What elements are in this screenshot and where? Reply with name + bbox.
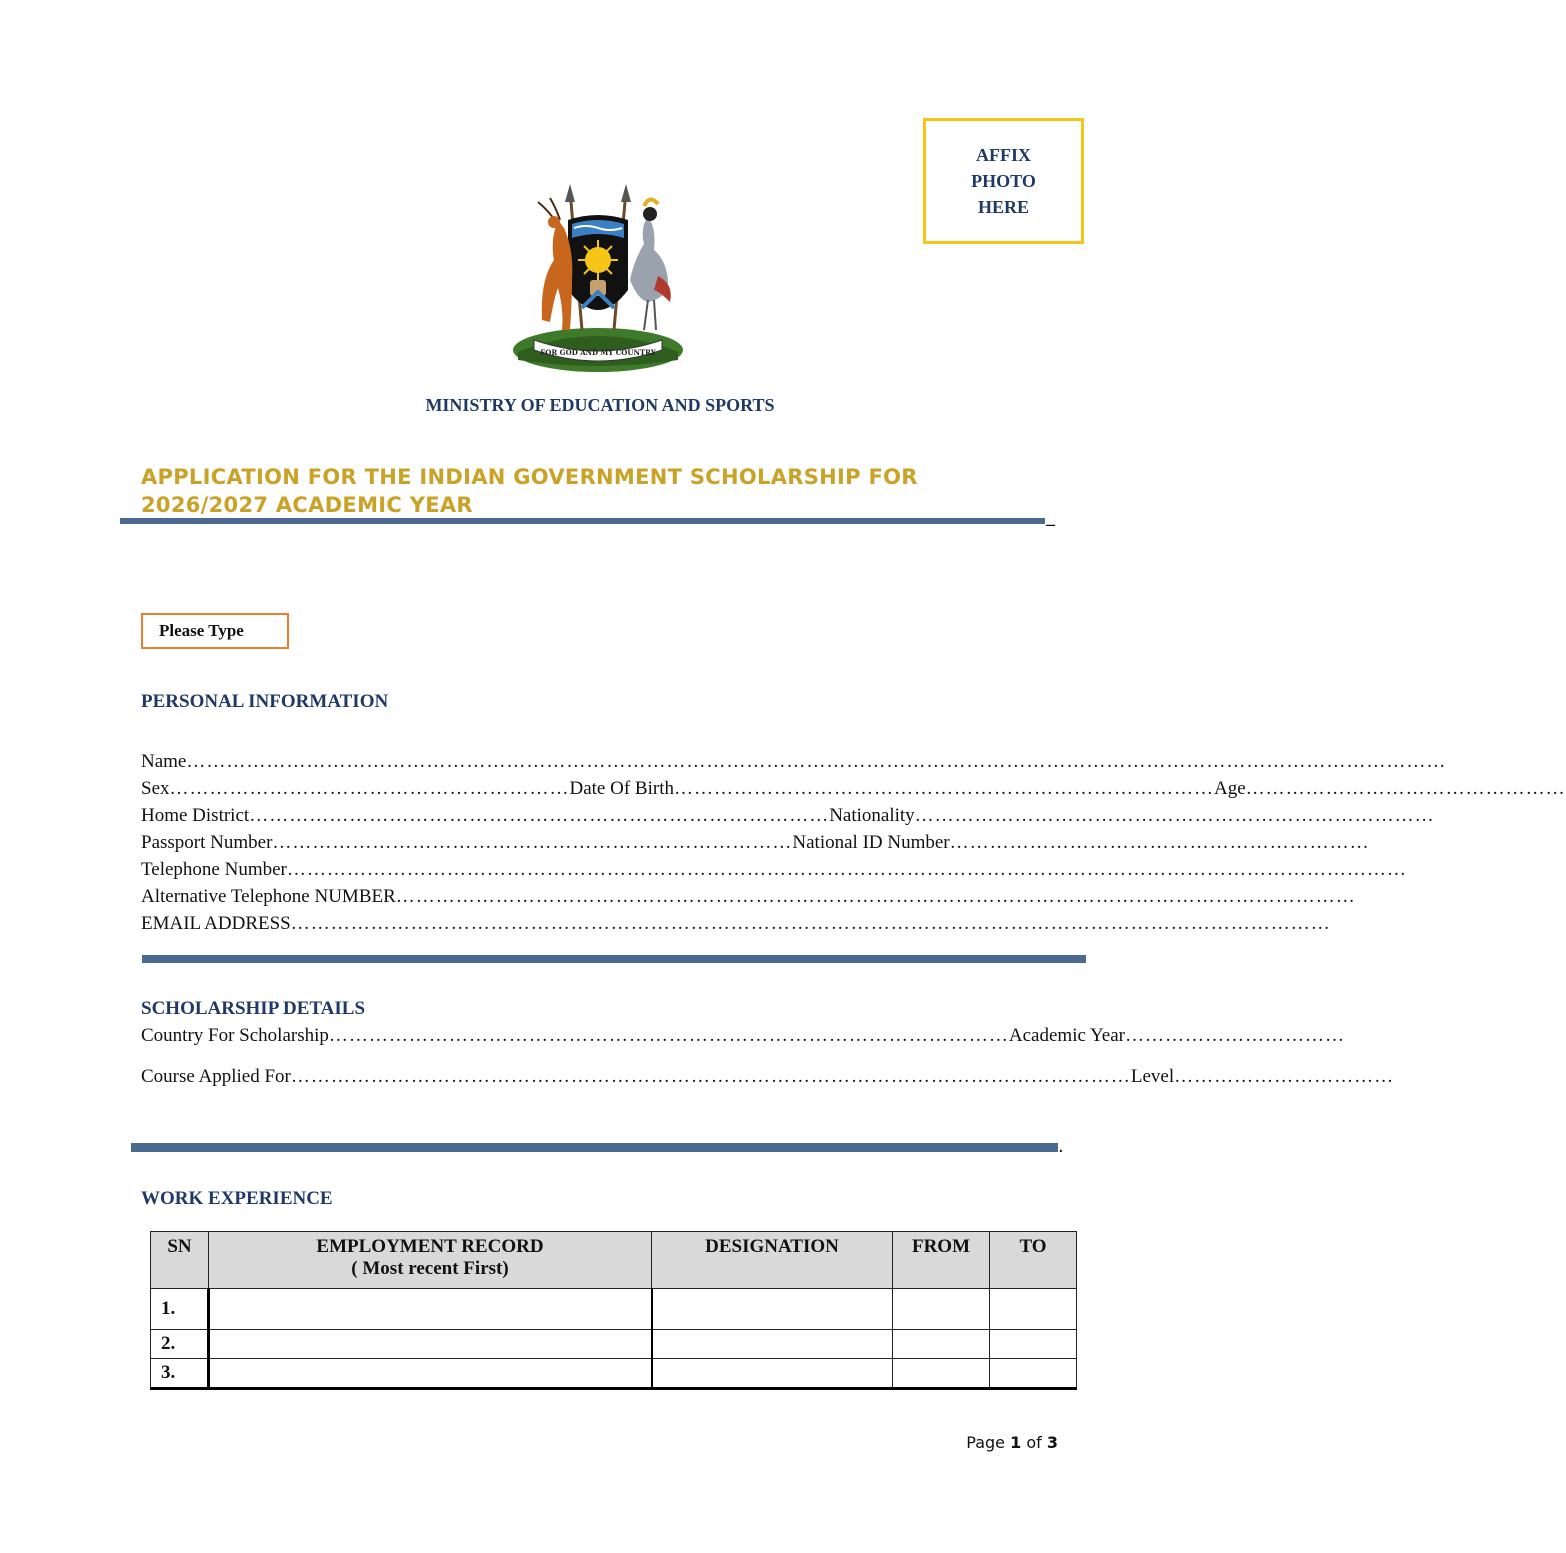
alt-telephone-row	[141, 886, 1356, 913]
col-employment-record	[209, 1232, 652, 1289]
affix-photo-box	[923, 118, 1084, 244]
district-nationality-row	[141, 805, 1435, 832]
designation-cell[interactable]	[652, 1330, 893, 1359]
page-of-word: of	[1026, 1433, 1042, 1452]
telephone-label: Telephone Number	[141, 859, 287, 880]
course-input-line[interactable]: ………………………………………………………………………………………………………………	[290, 1066, 1131, 1087]
title-line-1: APPLICATION FOR THE INDIAN GOVERNMENT SCHOLARSHIP FOR	[141, 465, 918, 489]
course-label: Course Applied For	[141, 1066, 291, 1087]
table-header-row	[151, 1232, 1077, 1289]
title-line-2: 2026/2027 ACADEMIC YEAR	[141, 493, 473, 517]
col-to: TO	[990, 1232, 1077, 1289]
title-divider	[120, 518, 1045, 524]
page-total: 3	[1046, 1433, 1058, 1452]
sex-input-line[interactable]: ……………………………………………………	[169, 778, 570, 799]
scholarship-section-divider	[131, 1143, 1058, 1152]
work-experience-heading: WORK EXPERIENCE	[141, 1188, 333, 1209]
home-district-input-line[interactable]: ……………………………………………………………………………	[249, 805, 830, 826]
academic-year-input-line[interactable]: ……………………………	[1124, 1025, 1345, 1046]
dob-input-line[interactable]: ………………………………………………………………………	[673, 778, 1214, 799]
employment-record-cell[interactable]	[209, 1359, 652, 1389]
email-label: EMAIL ADDRESS	[141, 913, 291, 934]
country-input-line[interactable]: …………………………………………………………………………………………	[328, 1025, 1009, 1046]
to-cell[interactable]	[990, 1359, 1077, 1389]
level-label: Level	[1130, 1066, 1175, 1087]
nationality-input-line[interactable]: ……………………………………………………………………	[914, 805, 1435, 826]
employment-record-cell[interactable]	[209, 1289, 652, 1330]
designation-cell[interactable]	[652, 1359, 893, 1389]
table-row	[151, 1330, 1077, 1359]
passport-label: Passport Number	[141, 832, 273, 853]
work-experience-table	[150, 1231, 1077, 1390]
email-input-line[interactable]: …………………………………………………………………………………………………………………………………………	[290, 913, 1331, 934]
row-sn: 2.	[151, 1330, 209, 1359]
sex-dob-age-row	[141, 778, 1566, 805]
from-cell[interactable]	[893, 1330, 990, 1359]
col-employment-record-sub: ( Most recent First)	[351, 1258, 509, 1279]
sex-label: Sex	[141, 778, 170, 799]
personal-info-heading: PERSONAL INFORMATION	[141, 691, 389, 712]
passport-nationalid-row	[141, 832, 1370, 859]
country-label: Country For Scholarship	[141, 1025, 329, 1046]
name-field-row	[141, 751, 1447, 778]
nationality-label: Nationality	[829, 805, 915, 826]
level-input-line[interactable]: ……………………………	[1174, 1066, 1395, 1087]
page-word: Page	[966, 1433, 1006, 1452]
ministry-name: MINISTRY OF EDUCATION AND SPORTS	[425, 395, 775, 415]
table-row	[151, 1289, 1077, 1330]
academic-year-label: Academic Year	[1008, 1025, 1125, 1046]
age-label: Age	[1213, 778, 1246, 799]
passport-input-line[interactable]: ……………………………………………………………………	[272, 832, 793, 853]
scholarship-divider-tick: .	[1058, 1136, 1064, 1157]
employment-record-cell[interactable]	[209, 1330, 652, 1359]
row-sn: 3.	[151, 1359, 209, 1389]
col-sn: SN	[151, 1232, 209, 1289]
telephone-input-line[interactable]: ……………………………………………………………………………………………………………………………………………………	[286, 859, 1407, 880]
from-cell[interactable]	[893, 1289, 990, 1330]
name-input-line[interactable]: ………………………………………………………………………………………………………………………………………………………………………	[186, 751, 1447, 772]
page-current: 1	[1010, 1433, 1022, 1452]
emblem-motto: FOR GOD AND MY COUNTRY	[540, 348, 656, 357]
course-level-row	[141, 1066, 1395, 1093]
title-divider-tick: _	[1046, 506, 1055, 527]
col-employment-record-title: EMPLOYMENT RECORD	[316, 1236, 544, 1257]
please-type-note: Please Type	[141, 613, 289, 649]
to-cell[interactable]	[990, 1330, 1077, 1359]
col-from: FROM	[893, 1232, 990, 1289]
table-row	[151, 1359, 1077, 1389]
application-title	[141, 463, 1041, 519]
alt-telephone-input-line[interactable]: ………………………………………………………………………………………………………………………………	[395, 886, 1356, 907]
home-district-label: Home District	[141, 805, 250, 826]
to-cell[interactable]	[990, 1289, 1077, 1330]
designation-cell[interactable]	[652, 1289, 893, 1330]
page-number	[966, 1433, 1058, 1452]
telephone-row	[141, 859, 1407, 886]
age-input-line[interactable]: …………………………………………	[1245, 778, 1566, 799]
country-year-row	[141, 1025, 1345, 1052]
scholarship-heading: SCHOLARSHIP DETAILS	[141, 998, 366, 1019]
alt-telephone-label: Alternative Telephone NUMBER	[141, 886, 396, 907]
row-sn: 1.	[151, 1289, 209, 1330]
coat-of-arms-emblem	[498, 180, 698, 380]
national-id-input-line[interactable]: ………………………………………………………	[949, 832, 1370, 853]
national-id-label: National ID Number	[792, 832, 950, 853]
affix-photo-label: AFFIX PHOTO HERE	[971, 145, 1036, 217]
from-cell[interactable]	[893, 1359, 990, 1389]
email-row	[141, 913, 1331, 940]
name-label: Name	[141, 751, 187, 772]
col-designation: DESIGNATION	[652, 1232, 893, 1289]
dob-label: Date Of Birth	[569, 778, 674, 799]
personal-section-divider	[142, 955, 1086, 963]
